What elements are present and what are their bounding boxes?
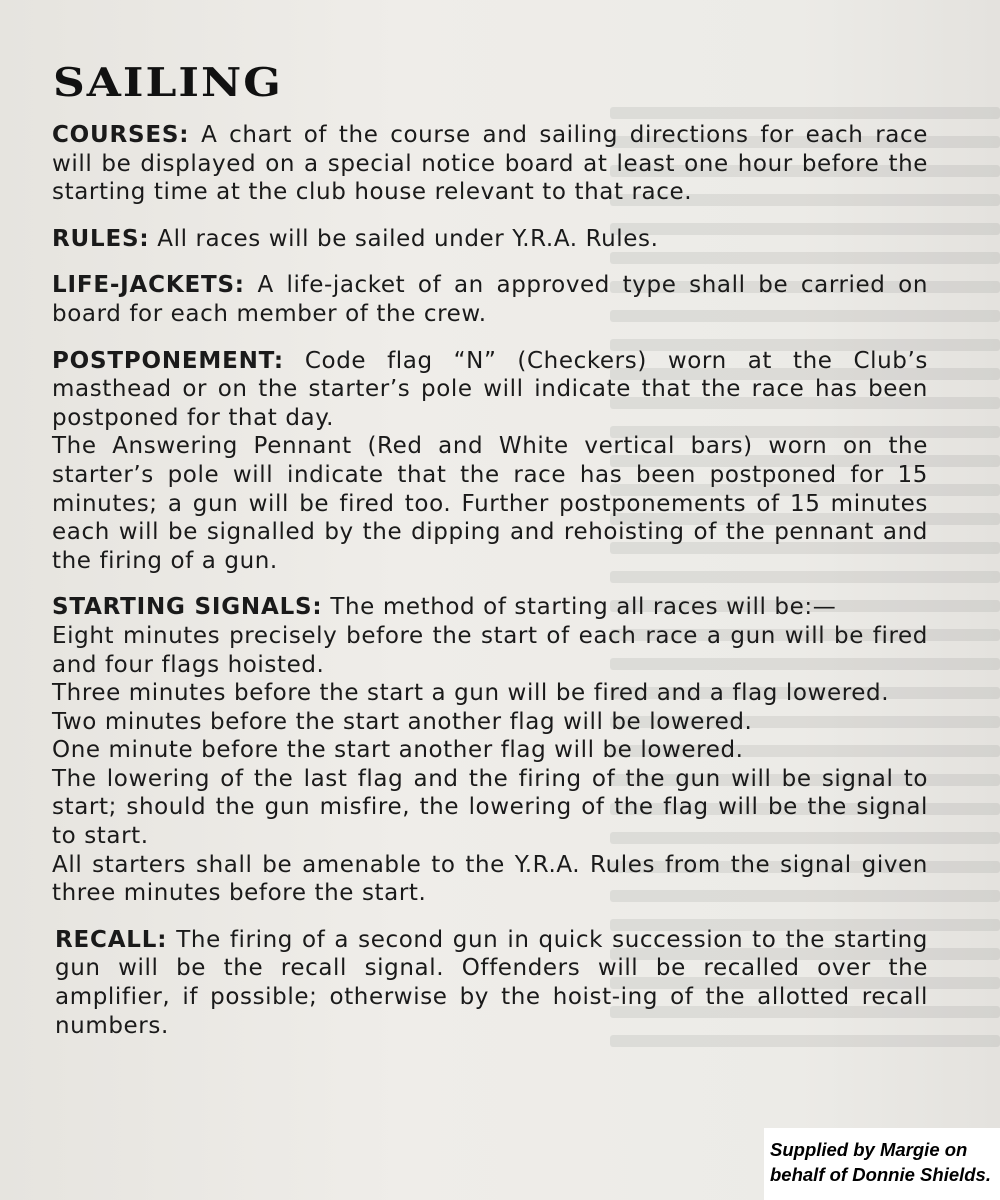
postponement-heading: POSTPONEMENT: [52, 347, 284, 374]
postponement-text: Code flag “N” (Checkers) worn at the Club’s masthead or on the starter’s pole will indicate that the race has been postponed for that day. [52, 347, 928, 431]
life-jackets-heading: LIFE-JACKETS: [52, 272, 245, 299]
document-body [52, 121, 928, 1058]
page-title: SAILING [53, 60, 283, 106]
starting-signals-section [52, 593, 928, 908]
rules-text: All races will be sailed under Y.R.A. Rules. [157, 225, 659, 252]
starting-signals-text: The method of starting all races will be:— [330, 594, 837, 621]
signal-line: Eight minutes precisely before the start of each race a gun will be fired and four flags hoisted. [52, 622, 928, 678]
recall-heading: RECALL: [55, 926, 168, 953]
courses-heading: COURSES: [52, 122, 190, 148]
postponement-section [52, 347, 928, 576]
life-jackets-section [52, 271, 928, 328]
recall-section [55, 926, 928, 1040]
rules-section [52, 225, 928, 254]
recall-text: The firing of a second gun in quick succession to the starting gun will be the recall signal. Offenders will be recalled over the amplifier, if possible; otherwise by the hoist-ing of the allotted recall numbers. [55, 926, 928, 1039]
rules-heading: RULES: [52, 225, 150, 252]
courses-section [52, 121, 928, 207]
life-jackets-text: A life-jacket of an approved type shall be carried on board for each member of the crew. [52, 272, 928, 327]
signal-line: Two minutes before the start another flag will be lowered. [52, 708, 753, 735]
credit-line: Supplied by Margie on [770, 1139, 968, 1160]
credit-note [764, 1128, 1000, 1200]
credit-line: behalf of Donnie Shields. [770, 1164, 991, 1185]
signal-line: Three minutes before the start a gun will be fired and a flag lowered. [52, 680, 890, 707]
starting-signals-heading: STARTING SIGNALS: [52, 594, 323, 621]
courses-text: A chart of the course and sailing directions for each race will be displayed on a special notice board at least one hour before the starting time at the club house relevant to that race. [52, 122, 928, 206]
signal-line: All starters shall be amenable to the Y.R.A. Rules from the signal given three minutes before the start. [52, 851, 928, 907]
signal-line: One minute before the start another flag will be lowered. [52, 737, 744, 764]
signal-line: The lowering of the last flag and the firing of the gun will be signal to start; should the gun misfire, the lowering of the flag will be the signal to start. [52, 765, 928, 850]
postponement-paragraph: The Answering Pennant (Red and White vertical bars) worn on the starter’s pole will indicate that the race has been postponed for 15 minutes; a gun will be fired too. Further postponements of 15 minutes each will be signalled by the dipping and rehoisting of the pennant and the firing of a gun. [52, 433, 928, 574]
